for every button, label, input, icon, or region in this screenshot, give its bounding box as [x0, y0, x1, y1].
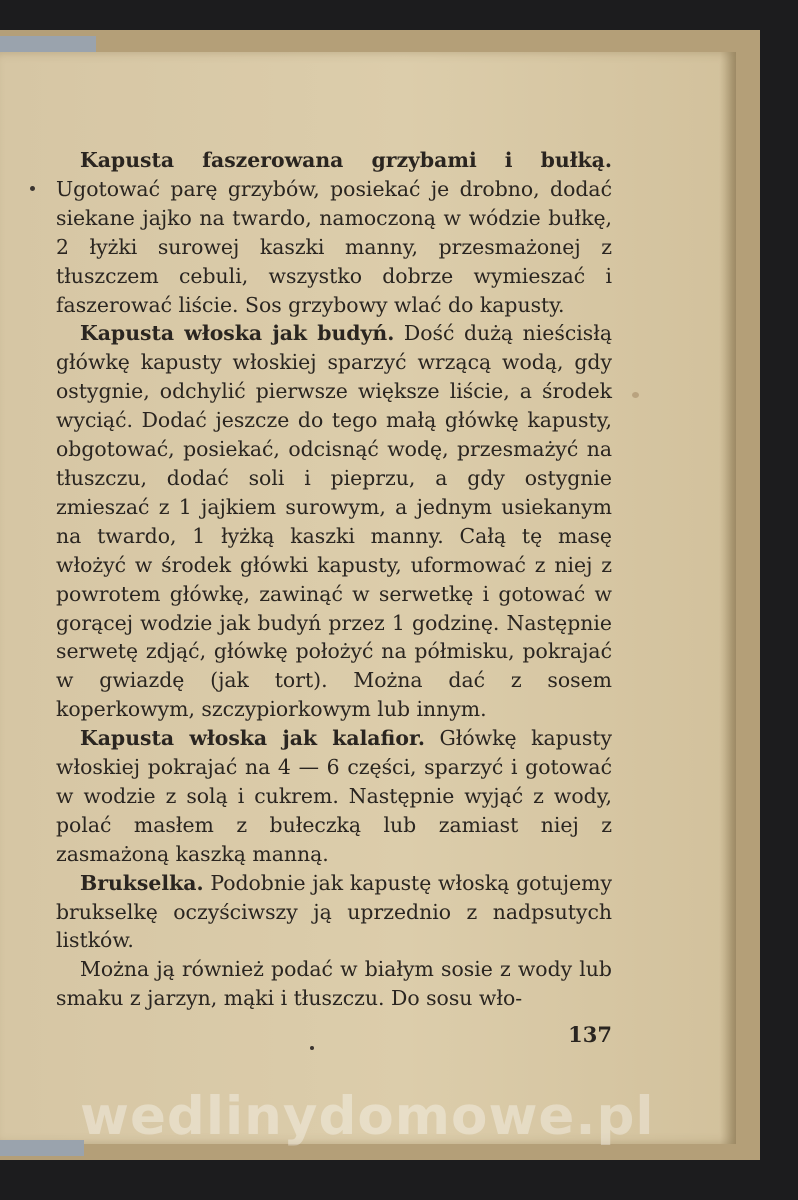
recipe-body: Dość dużą nieścisłą główkę kapusty włoskiej sparzyć wrzącą wodą, gdy ostygnie, odchylić pierwsze większe liście, a środek wyciąć. Dodać jeszcze do tego małą główkę kapusty, obgotować, posiekać, odcisnąć wodę, przesmażyć na tłuszczu, dodać soli i pieprzu, a gdy ostygnie zmieszać z 1 jajkiem surowym, a jednym usiekanym na twardo, 1 łyżką kaszki manny. Całą tę masę włożyć w środek główki kapusty, uformować z niej z powrotem główkę, zawinąć w serwetkę i gotować w gorącej wodzie jak budyń przez 1 godzinę. Następnie serwetę zdjąć, główkę położyć na półmisku, pokrajać w gwiazdę (jak tort). Można dać z sosem koperkowym, szczypiorkowym lub innym. — [56, 321, 613, 722]
recipe-body: Ugotować parę grzybów, posiekać je drobno, dodać siekane jajko na twardo, namoczoną w wódzie bułkę, 2 łyżki surowej kaszki manny, przesmażonej z tłuszczem cebuli, wszystko dobrze wymieszać i faszerować liście. Sos grzybowy wlać do kapusty. — [56, 176, 612, 317]
recipe-paragraph — [56, 869, 612, 956]
watermark: wedlinydomowe.pl — [80, 1086, 655, 1147]
recipe-paragraph — [56, 724, 612, 869]
recipe-body: Podobnie jak kapustę włoską gotujemy brukselkę oczyściwszy ją uprzednio z nadpsutych listków. — [56, 870, 612, 953]
recipe-body: Główkę kapusty włoskiej pokrajać na 4 — 6 części, sparzyć i gotować w wodzie z solą i cukrem. Następnie wyjąć z wody, polać masłem z bułeczką lub zamiast niej z zasmażoną kaszką manną. — [56, 726, 612, 866]
paper-speck — [632, 392, 639, 398]
recipe-heading: Kapusta włoska jak kalafior. — [80, 726, 425, 751]
paper-speck — [30, 186, 35, 191]
page-edge-shadow — [720, 52, 736, 1144]
recipe-paragraph — [56, 146, 612, 319]
recipe-body: Można ją również podać w białym sosie z wody lub smaku z jarzyn, mąki i tłuszczu. Do sosu wło- — [56, 957, 612, 1011]
recipe-heading: Kapusta faszerowana grzybami i bułką. — [80, 148, 612, 172]
recipe-heading: Brukselka. — [80, 870, 204, 895]
recipe-paragraph — [56, 955, 612, 1013]
recipe-paragraph — [56, 319, 612, 724]
page-number: 137 — [568, 1022, 612, 1047]
paper-speck — [310, 1046, 314, 1050]
recipe-text — [56, 146, 612, 1013]
recipe-heading: Kapusta włoska jak budyń. — [80, 321, 395, 346]
binding-tape-bottom — [0, 1140, 84, 1156]
